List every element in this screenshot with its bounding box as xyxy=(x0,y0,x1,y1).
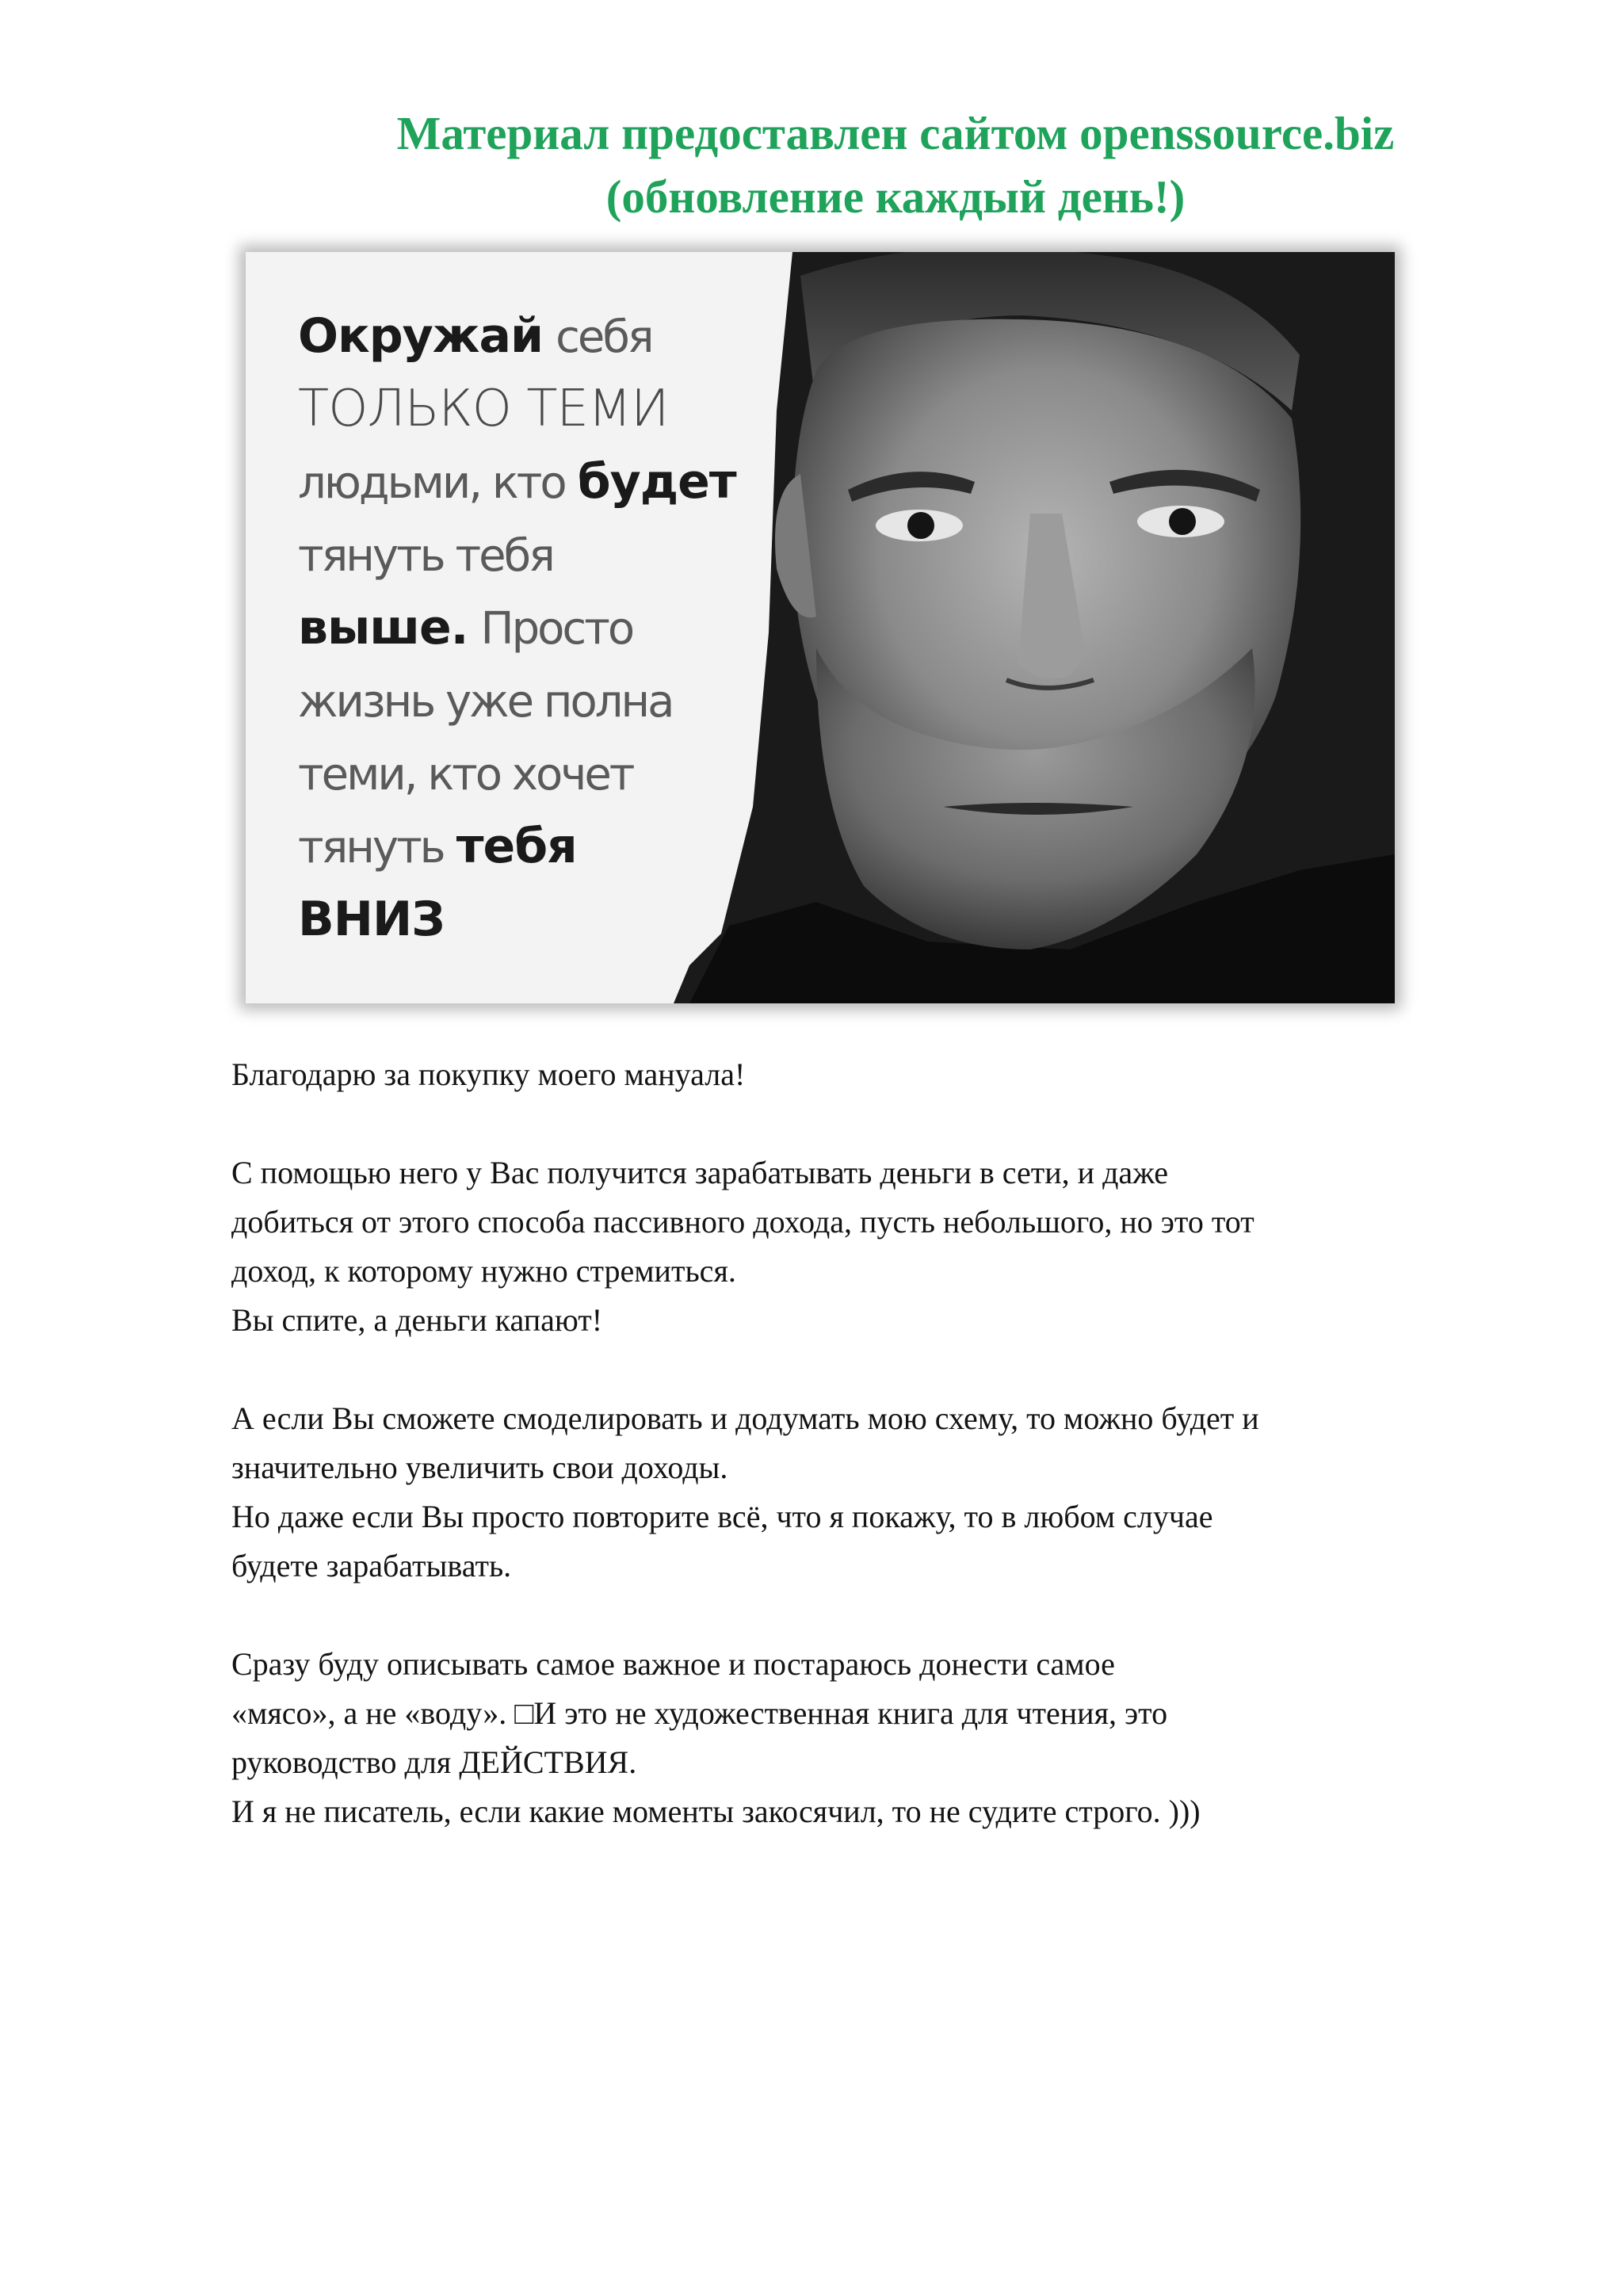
poster-quote xyxy=(298,300,789,956)
banner-line-1: Материал предоставлен сайтом openssource.biz xyxy=(396,107,1395,159)
site-banner xyxy=(262,101,1529,228)
paragraph-intro xyxy=(231,1148,1539,1345)
quote-line: ТОЛЬКО ТЕМИ xyxy=(298,380,669,438)
quote-word: будет xyxy=(577,454,736,510)
quote-word: тебя xyxy=(456,819,577,874)
text-line: добиться от этого способа пассивного дохода, пусть небольшого, но это тот xyxy=(231,1204,1254,1240)
paragraph-disclaimer xyxy=(231,1640,1539,1836)
text-line: доход, к которому нужно стремиться. xyxy=(231,1253,736,1289)
quote-line: жизнь уже полна xyxy=(298,676,673,728)
quote-line: ВНИЗ xyxy=(298,892,445,947)
quote-line: теми, кто хочет xyxy=(298,749,633,800)
text-line: И я не писатель, если какие моменты закосячил, то не судите строго. ))) xyxy=(231,1794,1201,1829)
text-line: Благодарю за покупку моего мануала! xyxy=(231,1056,746,1092)
quote-word: Окружай xyxy=(298,308,544,364)
document-body xyxy=(231,1050,1539,1885)
text-line: Вы спите, а деньги капают! xyxy=(231,1302,603,1338)
motivational-poster xyxy=(246,252,1395,1003)
quote-word: Просто xyxy=(480,603,633,655)
banner-line-2: (обновление каждый день!) xyxy=(605,170,1186,223)
text-line: С помощью него у Вас получится зарабатывать деньги в сети, и даже xyxy=(231,1155,1169,1190)
paragraph-thanks xyxy=(231,1050,1539,1099)
text-line: А если Вы сможете смоделировать и додумать мою схему, то можно будет и xyxy=(231,1400,1259,1436)
text-line: Но даже если Вы просто повторите всё, что я покажу, то в любом случае xyxy=(231,1499,1213,1534)
text-line: «мясо», а не «воду». □И это не художественная книга для чтения, это xyxy=(231,1695,1168,1731)
quote-word: тянуть xyxy=(298,822,444,873)
quote-word: себя xyxy=(556,311,652,363)
text-line: будете зарабатывать. xyxy=(231,1548,512,1584)
quote-line: тянуть тебя xyxy=(298,530,553,582)
text-line: значительно увеличить свои доходы. xyxy=(231,1450,728,1485)
quote-word: людьми, кто xyxy=(298,457,565,509)
quote-word: выше. xyxy=(298,600,468,655)
text-line: Сразу буду описывать самое важное и постараюсь донести самое xyxy=(231,1646,1115,1682)
text-line: руководство для ДЕЙСТВИЯ. xyxy=(231,1744,637,1780)
paragraph-scheme xyxy=(231,1394,1539,1591)
